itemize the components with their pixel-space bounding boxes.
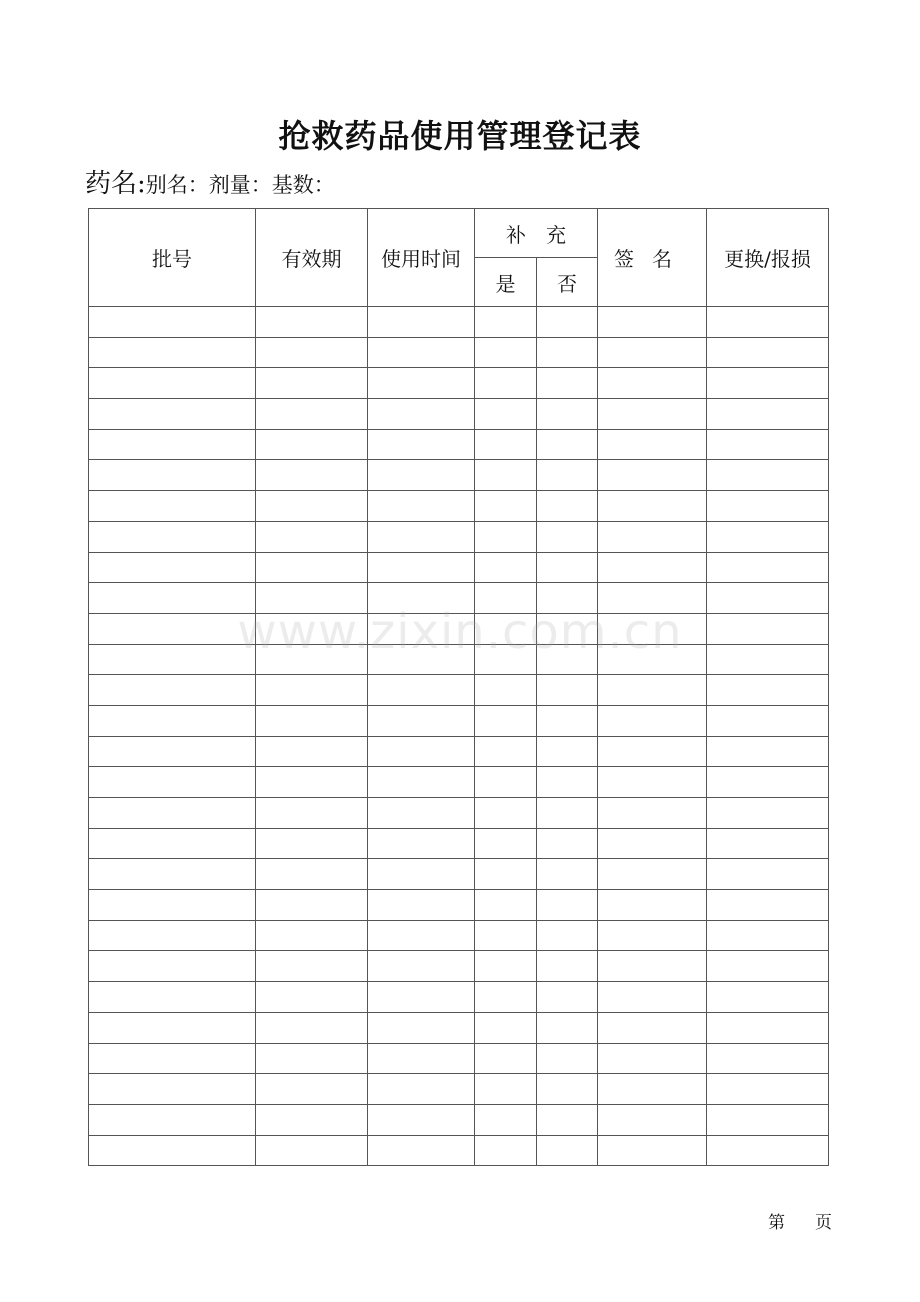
table-row xyxy=(89,613,829,644)
footer-di: 第 xyxy=(768,1213,785,1233)
cell-batch-no[interactable] xyxy=(89,951,256,982)
cell-expiry[interactable] xyxy=(256,828,368,859)
cell-expiry[interactable] xyxy=(256,705,368,736)
cell-use-time[interactable] xyxy=(368,798,475,829)
cell-replace-damage[interactable] xyxy=(707,705,829,736)
cell-replace-damage[interactable] xyxy=(707,460,829,491)
cell-use-time[interactable] xyxy=(368,307,475,338)
register-table xyxy=(88,208,829,1166)
cell-signature[interactable] xyxy=(598,644,707,675)
table-row xyxy=(89,705,829,736)
cell-use-time[interactable] xyxy=(368,890,475,921)
cell-use-time[interactable] xyxy=(368,429,475,460)
cell-expiry[interactable] xyxy=(256,1135,368,1166)
table-row xyxy=(89,859,829,890)
alias-label: 别名： xyxy=(145,173,209,197)
cell-use-time[interactable] xyxy=(368,828,475,859)
table-row xyxy=(89,1135,829,1166)
cell-use-time[interactable] xyxy=(368,552,475,583)
cell-no[interactable] xyxy=(537,675,598,706)
cell-use-time[interactable] xyxy=(368,1104,475,1135)
cell-signature[interactable] xyxy=(598,583,707,614)
cell-expiry[interactable] xyxy=(256,429,368,460)
cell-yes[interactable] xyxy=(475,337,537,368)
cell-no[interactable] xyxy=(537,368,598,399)
table-row xyxy=(89,552,829,583)
cell-no[interactable] xyxy=(537,1104,598,1135)
cell-batch-no[interactable] xyxy=(89,1074,256,1105)
cell-yes[interactable] xyxy=(475,307,537,338)
cell-expiry[interactable] xyxy=(256,859,368,890)
cell-use-time[interactable] xyxy=(368,675,475,706)
cell-batch-no[interactable] xyxy=(89,429,256,460)
cell-replace-damage[interactable] xyxy=(707,767,829,798)
table-row xyxy=(89,429,829,460)
cell-expiry[interactable] xyxy=(256,521,368,552)
cell-batch-no[interactable] xyxy=(89,1043,256,1074)
cell-replace-damage[interactable] xyxy=(707,951,829,982)
cell-expiry[interactable] xyxy=(256,920,368,951)
cell-batch-no[interactable] xyxy=(89,399,256,430)
cell-replace-damage[interactable] xyxy=(707,675,829,706)
table-row xyxy=(89,1104,829,1135)
cell-signature[interactable] xyxy=(598,399,707,430)
cell-use-time[interactable] xyxy=(368,368,475,399)
cell-no[interactable] xyxy=(537,1074,598,1105)
cell-batch-no[interactable] xyxy=(89,552,256,583)
cell-replace-damage[interactable] xyxy=(707,644,829,675)
watermark: www.zixin.com.cn xyxy=(237,604,683,660)
cell-batch-no[interactable] xyxy=(89,920,256,951)
table-row xyxy=(89,644,829,675)
cell-replace-damage[interactable] xyxy=(707,1074,829,1105)
cell-yes[interactable] xyxy=(475,1104,537,1135)
cell-replace-damage[interactable] xyxy=(707,583,829,614)
cell-no[interactable] xyxy=(537,951,598,982)
cell-replace-damage[interactable] xyxy=(707,552,829,583)
cell-yes[interactable] xyxy=(475,828,537,859)
table-row xyxy=(89,368,829,399)
table-row xyxy=(89,583,829,614)
cell-expiry[interactable] xyxy=(256,583,368,614)
cell-yes[interactable] xyxy=(475,491,537,522)
cell-signature[interactable] xyxy=(598,951,707,982)
cell-replace-damage[interactable] xyxy=(707,859,829,890)
cell-replace-damage[interactable] xyxy=(707,307,829,338)
table-row xyxy=(89,951,829,982)
cell-replace-damage[interactable] xyxy=(707,613,829,644)
cell-expiry[interactable] xyxy=(256,337,368,368)
cell-batch-no[interactable] xyxy=(89,767,256,798)
cell-use-time[interactable] xyxy=(368,399,475,430)
cell-signature[interactable] xyxy=(598,429,707,460)
cell-use-time[interactable] xyxy=(368,736,475,767)
cell-replace-damage[interactable] xyxy=(707,982,829,1013)
cell-expiry[interactable] xyxy=(256,736,368,767)
cell-batch-no[interactable] xyxy=(89,828,256,859)
cell-expiry[interactable] xyxy=(256,552,368,583)
cell-yes[interactable] xyxy=(475,920,537,951)
cell-no[interactable] xyxy=(537,521,598,552)
table-row xyxy=(89,399,829,430)
cell-batch-no[interactable] xyxy=(89,982,256,1013)
cell-replace-damage[interactable] xyxy=(707,337,829,368)
cell-yes[interactable] xyxy=(475,798,537,829)
table-row xyxy=(89,460,829,491)
cell-expiry[interactable] xyxy=(256,982,368,1013)
cell-signature[interactable] xyxy=(598,491,707,522)
cell-use-time[interactable] xyxy=(368,583,475,614)
cell-yes[interactable] xyxy=(475,644,537,675)
cell-expiry[interactable] xyxy=(256,644,368,675)
cell-batch-no[interactable] xyxy=(89,859,256,890)
cell-yes[interactable] xyxy=(475,613,537,644)
cell-batch-no[interactable] xyxy=(89,705,256,736)
table-row xyxy=(89,1012,829,1043)
cell-no[interactable] xyxy=(537,890,598,921)
cell-replace-damage[interactable] xyxy=(707,798,829,829)
table-row xyxy=(89,1043,829,1074)
cell-use-time[interactable] xyxy=(368,521,475,552)
cell-use-time[interactable] xyxy=(368,644,475,675)
cell-expiry[interactable] xyxy=(256,951,368,982)
header-use-time: 使用时间 xyxy=(368,209,475,307)
cell-use-time[interactable] xyxy=(368,859,475,890)
cell-batch-no[interactable] xyxy=(89,798,256,829)
cell-use-time[interactable] xyxy=(368,1074,475,1105)
cell-yes[interactable] xyxy=(475,951,537,982)
table-row xyxy=(89,521,829,552)
cell-expiry[interactable] xyxy=(256,307,368,338)
cell-signature[interactable] xyxy=(598,307,707,338)
cell-yes[interactable] xyxy=(475,583,537,614)
drug-info-line xyxy=(85,166,335,205)
cell-signature[interactable] xyxy=(598,736,707,767)
cell-use-time[interactable] xyxy=(368,491,475,522)
cell-signature[interactable] xyxy=(598,890,707,921)
table-row xyxy=(89,736,829,767)
cell-no[interactable] xyxy=(537,736,598,767)
cell-use-time[interactable] xyxy=(368,613,475,644)
cell-batch-no[interactable] xyxy=(89,521,256,552)
cell-batch-no[interactable] xyxy=(89,890,256,921)
cell-replace-damage[interactable] xyxy=(707,399,829,430)
cell-replace-damage[interactable] xyxy=(707,521,829,552)
header-replenish: 补 充 xyxy=(475,209,598,258)
cell-signature[interactable] xyxy=(598,1074,707,1105)
cell-use-time[interactable] xyxy=(368,337,475,368)
cell-no[interactable] xyxy=(537,859,598,890)
cell-replace-damage[interactable] xyxy=(707,1104,829,1135)
cell-batch-no[interactable] xyxy=(89,337,256,368)
cell-expiry[interactable] xyxy=(256,399,368,430)
cell-yes[interactable] xyxy=(475,460,537,491)
cell-yes[interactable] xyxy=(475,1043,537,1074)
header-yes: 是 xyxy=(475,258,537,307)
cell-expiry[interactable] xyxy=(256,675,368,706)
table-row xyxy=(89,1074,829,1105)
cell-replace-damage[interactable] xyxy=(707,368,829,399)
cell-expiry[interactable] xyxy=(256,890,368,921)
cell-signature[interactable] xyxy=(598,798,707,829)
table-row xyxy=(89,491,829,522)
cell-no[interactable] xyxy=(537,307,598,338)
cell-use-time[interactable] xyxy=(368,1043,475,1074)
cell-use-time[interactable] xyxy=(368,982,475,1013)
cell-batch-no[interactable] xyxy=(89,644,256,675)
cell-no[interactable] xyxy=(537,828,598,859)
cell-yes[interactable] xyxy=(475,675,537,706)
cell-yes[interactable] xyxy=(475,399,537,430)
cell-expiry[interactable] xyxy=(256,1012,368,1043)
cell-yes[interactable] xyxy=(475,890,537,921)
cell-replace-damage[interactable] xyxy=(707,890,829,921)
cell-expiry[interactable] xyxy=(256,368,368,399)
cell-batch-no[interactable] xyxy=(89,613,256,644)
register-body xyxy=(89,307,829,1166)
cell-batch-no[interactable] xyxy=(89,675,256,706)
cell-batch-no[interactable] xyxy=(89,736,256,767)
cell-replace-damage[interactable] xyxy=(707,429,829,460)
header-signature-text: 签名 xyxy=(614,247,690,271)
base-count-label: 基数： xyxy=(271,173,335,197)
cell-no[interactable] xyxy=(537,552,598,583)
cell-batch-no[interactable] xyxy=(89,491,256,522)
cell-signature[interactable] xyxy=(598,828,707,859)
cell-replace-damage[interactable] xyxy=(707,1135,829,1166)
cell-no[interactable] xyxy=(537,798,598,829)
cell-yes[interactable] xyxy=(475,705,537,736)
cell-no[interactable] xyxy=(537,491,598,522)
cell-expiry[interactable] xyxy=(256,1104,368,1135)
table-row xyxy=(89,767,829,798)
cell-batch-no[interactable] xyxy=(89,368,256,399)
cell-batch-no[interactable] xyxy=(89,1012,256,1043)
cell-use-time[interactable] xyxy=(368,920,475,951)
dose-label: 剂量： xyxy=(208,173,272,197)
cell-yes[interactable] xyxy=(475,1012,537,1043)
cell-batch-no[interactable] xyxy=(89,460,256,491)
header-no: 否 xyxy=(537,258,598,307)
cell-yes[interactable] xyxy=(475,859,537,890)
cell-yes[interactable] xyxy=(475,1135,537,1166)
cell-signature[interactable] xyxy=(598,613,707,644)
table-row xyxy=(89,890,829,921)
cell-replace-damage[interactable] xyxy=(707,920,829,951)
cell-signature[interactable] xyxy=(598,920,707,951)
cell-expiry[interactable] xyxy=(256,767,368,798)
cell-signature[interactable] xyxy=(598,337,707,368)
cell-use-time[interactable] xyxy=(368,767,475,798)
cell-signature[interactable] xyxy=(598,460,707,491)
cell-yes[interactable] xyxy=(475,521,537,552)
footer-ye: 页 xyxy=(815,1213,832,1233)
cell-expiry[interactable] xyxy=(256,613,368,644)
cell-batch-no[interactable] xyxy=(89,1104,256,1135)
cell-use-time[interactable] xyxy=(368,951,475,982)
cell-no[interactable] xyxy=(537,399,598,430)
cell-yes[interactable] xyxy=(475,368,537,399)
cell-signature[interactable] xyxy=(598,368,707,399)
table-row xyxy=(89,982,829,1013)
cell-signature[interactable] xyxy=(598,521,707,552)
cell-batch-no[interactable] xyxy=(89,1135,256,1166)
cell-replace-damage[interactable] xyxy=(707,491,829,522)
cell-no[interactable] xyxy=(537,920,598,951)
header-expiry: 有效期 xyxy=(256,209,368,307)
cell-signature[interactable] xyxy=(598,1135,707,1166)
table-row xyxy=(89,675,829,706)
table-row xyxy=(89,828,829,859)
cell-replace-damage[interactable] xyxy=(707,736,829,767)
cell-batch-no[interactable] xyxy=(89,583,256,614)
table-row xyxy=(89,920,829,951)
cell-no[interactable] xyxy=(537,767,598,798)
cell-signature[interactable] xyxy=(598,859,707,890)
cell-signature[interactable] xyxy=(598,552,707,583)
table-row xyxy=(89,337,829,368)
header-replace-damage: 更换/报损 xyxy=(707,209,829,307)
cell-no[interactable] xyxy=(537,1135,598,1166)
table-row xyxy=(89,307,829,338)
cell-expiry[interactable] xyxy=(256,1074,368,1105)
cell-replace-damage[interactable] xyxy=(707,1043,829,1074)
cell-no[interactable] xyxy=(537,644,598,675)
cell-yes[interactable] xyxy=(475,767,537,798)
cell-signature[interactable] xyxy=(598,1104,707,1135)
table-row xyxy=(89,798,829,829)
cell-expiry[interactable] xyxy=(256,491,368,522)
cell-yes[interactable] xyxy=(475,429,537,460)
cell-batch-no[interactable] xyxy=(89,307,256,338)
cell-use-time[interactable] xyxy=(368,1135,475,1166)
cell-yes[interactable] xyxy=(475,552,537,583)
cell-expiry[interactable] xyxy=(256,1043,368,1074)
cell-expiry[interactable] xyxy=(256,798,368,829)
cell-no[interactable] xyxy=(537,429,598,460)
cell-yes[interactable] xyxy=(475,1074,537,1105)
header-batch-no: 批号 xyxy=(89,209,256,307)
cell-yes[interactable] xyxy=(475,736,537,767)
cell-no[interactable] xyxy=(537,1043,598,1074)
cell-no[interactable] xyxy=(537,1012,598,1043)
cell-replace-damage[interactable] xyxy=(707,1012,829,1043)
cell-signature[interactable] xyxy=(598,1012,707,1043)
cell-replace-damage[interactable] xyxy=(707,828,829,859)
drug-name-label: 药名: xyxy=(85,169,146,199)
header-signature xyxy=(598,209,707,307)
cell-signature[interactable] xyxy=(598,1043,707,1074)
cell-signature[interactable] xyxy=(598,767,707,798)
cell-signature[interactable] xyxy=(598,675,707,706)
cell-signature[interactable] xyxy=(598,982,707,1013)
cell-signature[interactable] xyxy=(598,705,707,736)
cell-no[interactable] xyxy=(537,613,598,644)
cell-expiry[interactable] xyxy=(256,460,368,491)
cell-use-time[interactable] xyxy=(368,1012,475,1043)
page-footer xyxy=(768,1208,832,1233)
cell-no[interactable] xyxy=(537,460,598,491)
cell-no[interactable] xyxy=(537,337,598,368)
cell-no[interactable] xyxy=(537,583,598,614)
cell-use-time[interactable] xyxy=(368,705,475,736)
cell-no[interactable] xyxy=(537,982,598,1013)
cell-yes[interactable] xyxy=(475,982,537,1013)
cell-no[interactable] xyxy=(537,705,598,736)
page-title: 抢救药品使用管理登记表 xyxy=(278,117,642,155)
cell-use-time[interactable] xyxy=(368,460,475,491)
